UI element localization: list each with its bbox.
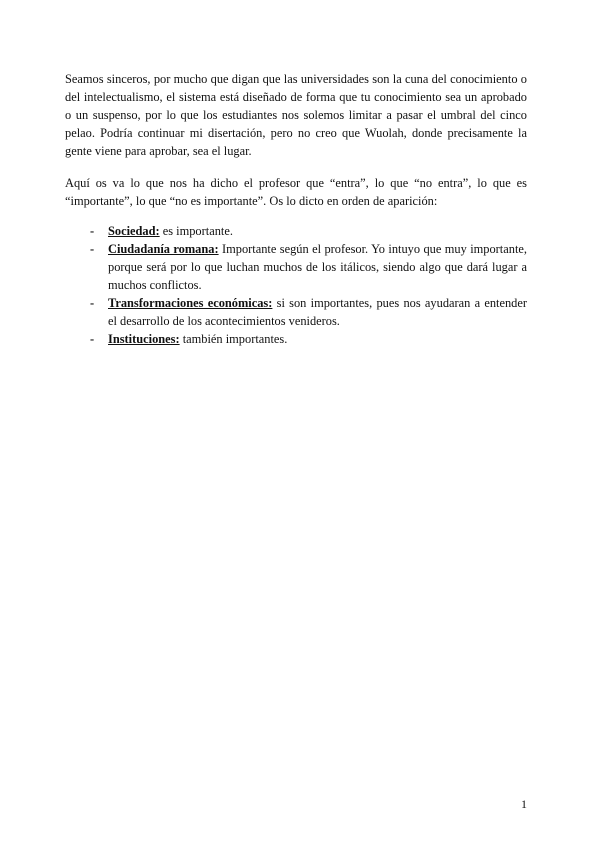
bullet-dash: - xyxy=(90,224,95,238)
bullet-dash: - xyxy=(90,332,95,346)
page-number: 1 xyxy=(521,797,527,811)
bullet-dash: - xyxy=(90,242,95,256)
list-item-text: es importante. xyxy=(159,224,233,238)
list-item-text: si son importantes, pues nos ayudaran a entender el desarrollo de los acontecimientos venideros. xyxy=(108,296,527,328)
list-item-term: Transformaciones económicas: xyxy=(108,296,273,310)
list-item-term: Ciudadanía romana: xyxy=(108,242,219,256)
document-body xyxy=(65,70,527,348)
instructions-paragraph: Aquí os va lo que nos ha dicho el profesor que “entra”, lo que “no entra”, lo que es “importante”, lo que “no es importante”. Os lo dicto en orden de aparición: xyxy=(65,176,527,208)
list-item-text: Importante según el profesor. Yo intuyo que muy importante, porque será por lo que luchan muchos de los itálicos, siendo algo que dará lugar a muchos conflictos. xyxy=(108,242,527,292)
bullet-dash: - xyxy=(90,296,95,310)
list-item-term: Sociedad: xyxy=(108,224,160,238)
list-item-text: también importantes. xyxy=(179,332,288,346)
list-item-ciudadania-romana xyxy=(65,240,527,294)
list-item-sociedad xyxy=(65,222,527,240)
list-item-transformaciones-economicas xyxy=(65,294,527,330)
list-item-term: Instituciones: xyxy=(108,332,180,346)
list-item-instituciones xyxy=(65,330,527,348)
topics-list xyxy=(65,222,527,348)
intro-paragraph: Seamos sinceros, por mucho que digan que las universidades son la cuna del conocimiento o del intelectualismo, el sistema está diseñado de forma que tu conocimiento sea un aprobado o un suspenso, por lo que los estudiantes nos solemos limitar a pasar el umbral del cinco pelao. Podría continuar mi disertación, pero no creo que Wuolah, donde precisamente la gente viene para aprobar, sea el lugar. xyxy=(65,72,527,158)
